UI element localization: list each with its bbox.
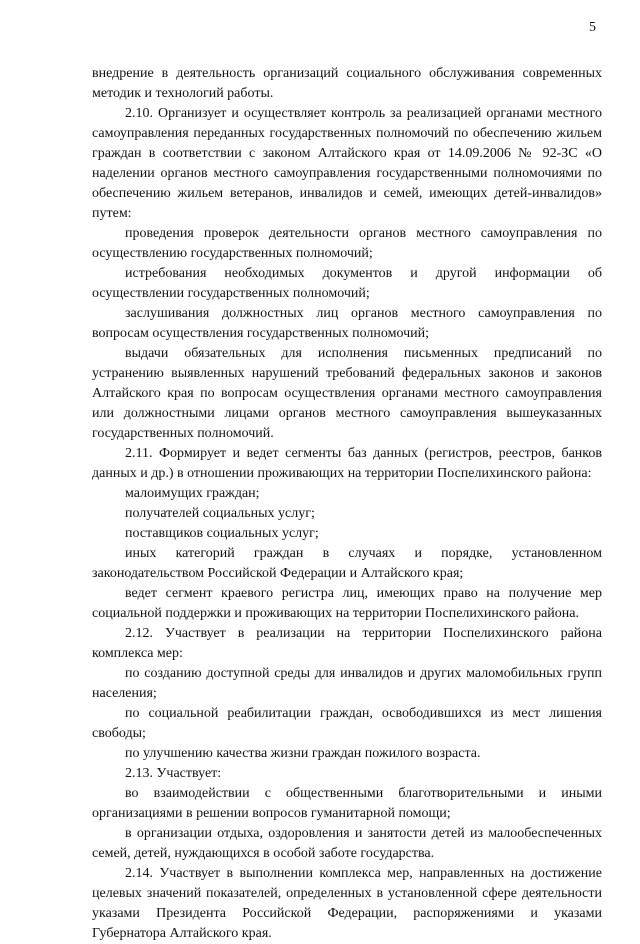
page-number: 5: [589, 20, 596, 35]
paragraph-inspections: проведения проверок деятельности органов местного самоуправления по осуществлению государственных полномочий;: [92, 226, 602, 261]
list-item-rehabilitation: по социальной реабилитации граждан, освободившихся из мест лишения свободы;: [92, 706, 602, 741]
paragraph-hearing: заслушивания должностных лиц органов местного самоуправления по вопросам осуществления государственных полномочий;: [92, 306, 602, 341]
list-item-providers: поставщиков социальных услуг;: [125, 526, 319, 541]
list-item-accessible-environment: по созданию доступной среды для инвалидов и других маломобильных групп населения;: [92, 666, 602, 701]
list-item-children-rest: в организации отдыха, оздоровления и занятости детей из малообеспеченных семей, детей, нуждающихся в особой заботе государства.: [92, 826, 602, 861]
paragraph-2-12: 2.12. Участвует в реализации на территории Поспелихинского района комплекса мер:: [92, 626, 602, 661]
list-item-elderly: по улучшению качества жизни граждан пожилого возраста.: [125, 746, 481, 761]
paragraph-2-11: 2.11. Формирует и ведет сегменты баз данных (регистров, реестров, банков данных и др.) в отношении проживающих на территории Поспелихинского района:: [92, 446, 602, 481]
list-item-recipients: получателей социальных услуг;: [125, 506, 315, 521]
paragraph-methods: внедрение в деятельность организаций социального обслуживания современных методик и технологий работы.: [92, 66, 602, 101]
document-body: [92, 64, 602, 944]
paragraph-2-13: 2.13. Участвует:: [125, 766, 222, 781]
list-item-other-categories: иных категорий граждан в случаях и порядке, установленном законодательством Российской Федерации и Алтайского края;: [92, 546, 602, 581]
list-item-humanitarian: во взаимодействии с общественными благотворительными и иными организациями в решении вопросов гуманитарной помощи;: [92, 786, 602, 821]
paragraph-2-10: 2.10. Организует и осуществляет контроль за реализацией органами местного самоуправления переданных государственных полномочий по обеспечению жильем граждан в соответствии с законом Алтайского края от 14.09.2006 № 92-ЗС «О наделении органов местного самоуправления государственными полномочиями по обеспечению жильем ветеранов, инвалидов и семей, имеющих детей-инвалидов» путем:: [92, 106, 602, 221]
paragraph-2-14: 2.14. Участвует в выполнении комплекса мер, направленных на достижение целевых значений показателей, определенных в установленной сфере деятельности указами Президента Российской Федерации, распоряжениями и указами Губернатора Алтайского края.: [92, 866, 602, 941]
paragraph-regional-register: ведет сегмент краевого регистра лиц, имеющих право на получение мер социальной поддержки и проживающих на территории Поспелихинского района.: [92, 586, 602, 621]
paragraph-documents: истребования необходимых документов и другой информации об осуществлении государственных полномочий;: [92, 266, 602, 301]
list-item-low-income: малоимущих граждан;: [125, 486, 260, 501]
paragraph-orders: выдачи обязательных для исполнения письменных предписаний по устранению выявленных нарушений требований федеральных законов и законов Алтайского края по вопросам осуществления органами местного самоуправления или должностными лицами органов местного самоуправления вышеуказанных государственных полномочий.: [92, 346, 602, 441]
